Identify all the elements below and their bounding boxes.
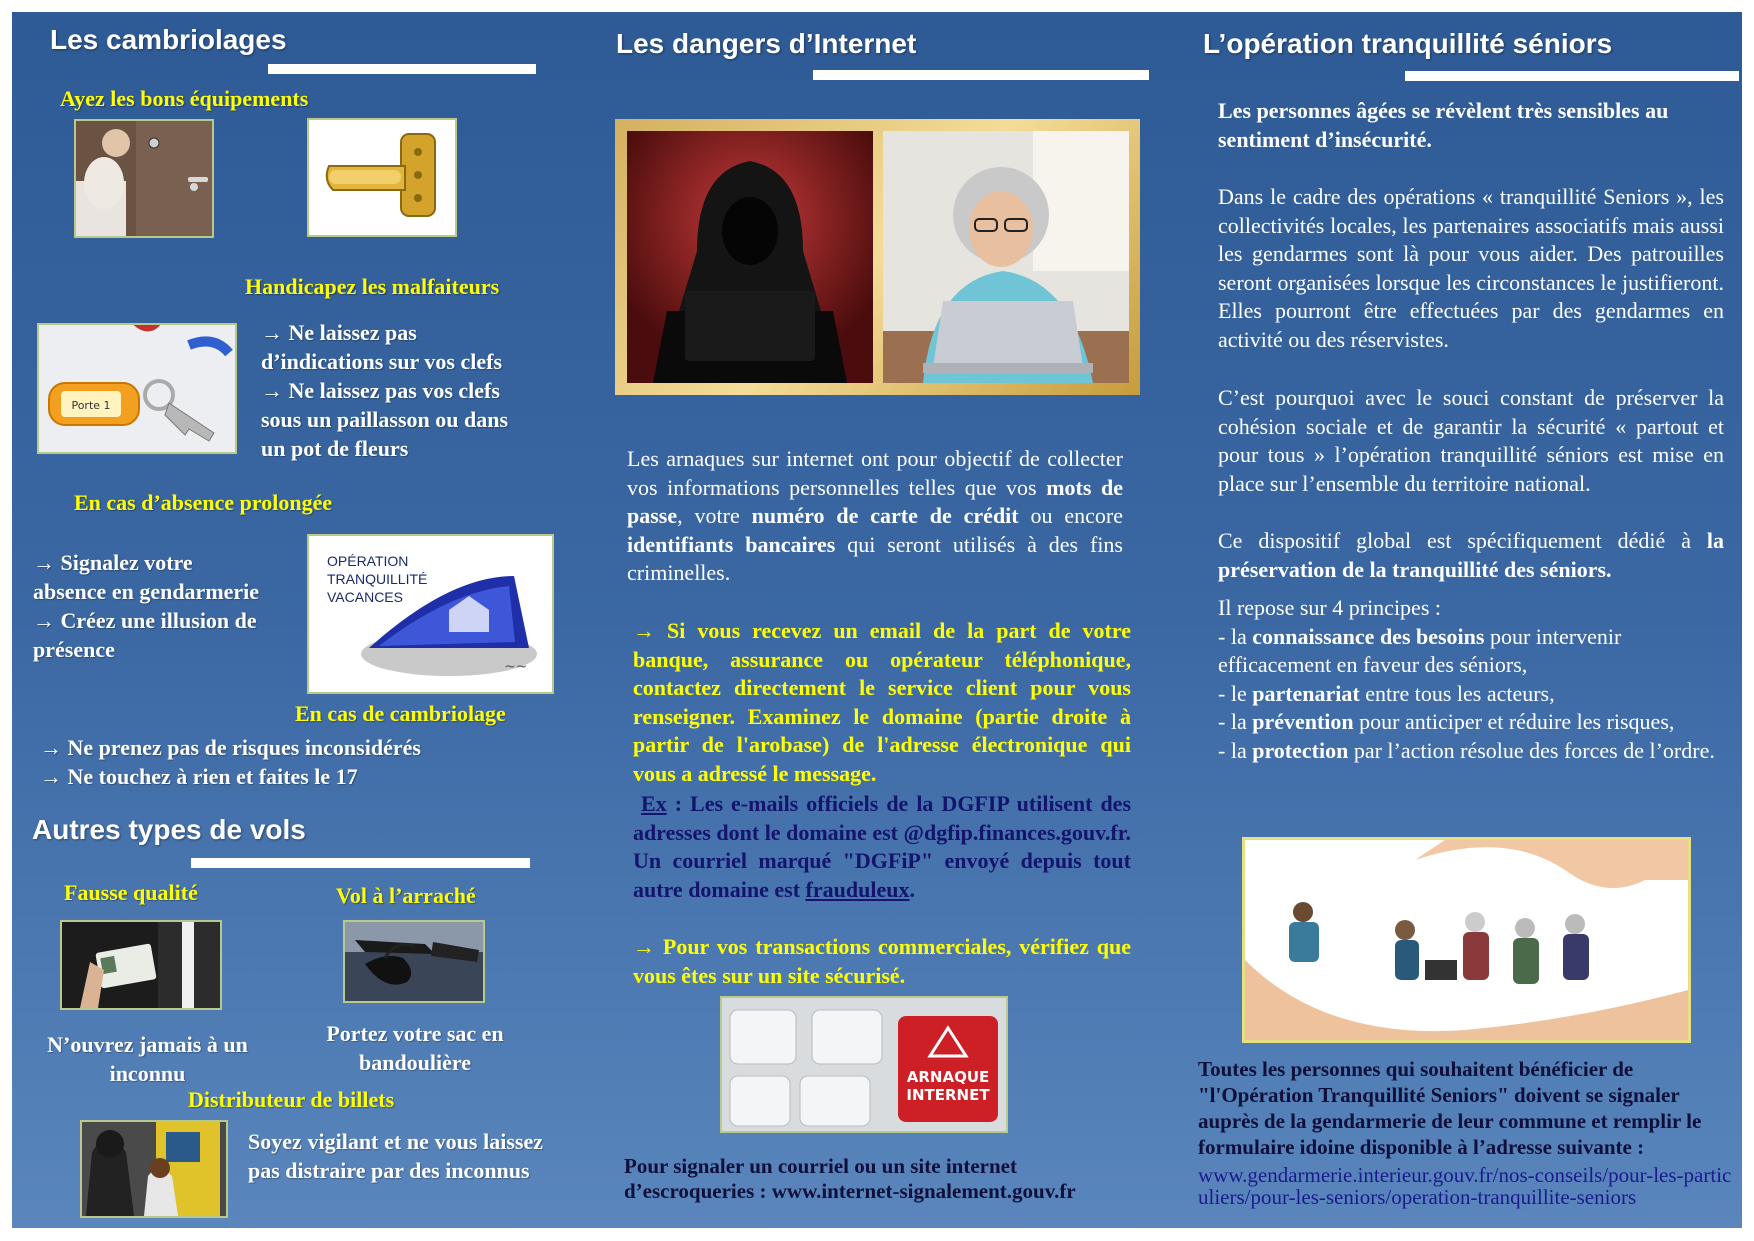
- svg-text:~~: ~~: [504, 659, 528, 675]
- keytag-label: Porte 1: [71, 399, 111, 412]
- section-text-absence: [33, 548, 259, 664]
- section-title-cambriolage: En cas de cambriolage: [295, 701, 506, 726]
- title-underline: [813, 70, 1149, 80]
- text-line: d’indications sur vos clefs: [261, 349, 503, 374]
- otv-line: TRANQUILLITÉ: [327, 571, 428, 587]
- section-title-absence: En cas d’absence prolongée: [74, 490, 333, 515]
- signalement-text: [624, 1154, 1076, 1204]
- keys-image: [37, 323, 237, 454]
- section-text-handicapez: [261, 318, 508, 463]
- text-line: présence: [33, 637, 115, 662]
- text-line: Pour signaler un courriel ou un site internet: [624, 1154, 1017, 1178]
- text-line: → Signalez votre: [33, 550, 193, 575]
- section-title-equipements: Ayez les bons équipements: [60, 86, 309, 111]
- text-line: d’escroqueries : www.internet-signalement.gouv.fr: [624, 1179, 1076, 1203]
- principle-item: - la prévention pour anticiper et réduire les risques,: [1218, 709, 1675, 735]
- seniors-link[interactable]: www.gendarmerie.interieur.gouv.fr/nos-conseils/pour-les-particuliers/pour-les-seniors/operation-tranquillite-seniors: [1198, 1163, 1732, 1209]
- internet-paragraph-dgfip: Ex : Les e-mails officiels de la DGFIP utilisent des adresses dont le domaine est @dgfip.finances.gouv.fr. Un courriel marqué "DGFiP" envoyé depuis tout autre domaine est frauduleux.: [633, 791, 1132, 902]
- seniors-paragraph-1: Dans le cadre des opérations « tranquillité Seniors », les collectivités locales, les partenaires associatifs mais aussi les gendarmes sont là pour vous aider. Des patrouilles seront organisées lorsque les circonstances le justifieront. Elles pourront être effectuées par des gendarmes en activité ou des réservistes.: [1218, 184, 1724, 352]
- internet-paragraph-email: → Si vous recevez un email de la part de votre banque, assurance ou opérateur téléphonique, contactez directement le service client pour vous renseigner. Examinez le domaine (partie droite à partir de l'arobase) de l'adresse électronique qui vous a adressé le message.: [633, 618, 1131, 786]
- text-line: N’ouvrez jamais à un: [47, 1032, 248, 1057]
- title-underline: [1405, 71, 1739, 81]
- arnaque-keyboard-image: [720, 996, 1008, 1133]
- seniors-intro: Les personnes âgées se révèlent très sensibles au sentiment d’insécurité.: [1218, 98, 1669, 152]
- door-chain-image: [307, 118, 457, 237]
- door-lock-image: [74, 119, 214, 238]
- text-line: sous un paillasson ou dans: [261, 407, 509, 432]
- section-title-vol-arrache: Vol à l’arraché: [336, 883, 476, 908]
- atm-image: [80, 1120, 228, 1218]
- internet-paragraph-1: Les arnaques sur internet ont pour objectif de collecter vos informations personnelles telles que vos mots de passe, votre numéro de carte de crédit ou encore identifiants bancaires qui seront utilisés à des fins criminelles.: [627, 446, 1123, 586]
- section-title-distributeur: Distributeur de billets: [188, 1087, 395, 1112]
- text-line: → Créez une illusion de: [33, 608, 257, 633]
- section-title-handicapez: Handicapez les malfaiteurs: [245, 274, 500, 299]
- text-line: absence en gendarmerie: [33, 579, 260, 604]
- bag-snatch-image: [343, 920, 485, 1003]
- title-dangers-internet: Les dangers d’Internet: [616, 28, 917, 59]
- title-autres-vols: Autres types de vols: [32, 814, 306, 845]
- fake-badge-image: [60, 920, 222, 1010]
- principle-item: - le partenariat entre tous les acteurs,: [1218, 680, 1555, 706]
- title-underline: [268, 64, 536, 74]
- title-tranquillite-seniors: L’opération tranquillité séniors: [1203, 28, 1613, 59]
- text-line: → Ne laissez pas vos clefs: [261, 378, 500, 403]
- seniors-principles: [1218, 594, 1724, 766]
- text-line: bandoulière: [358, 1050, 472, 1075]
- section-text-fausse-qualite: [30, 1030, 265, 1088]
- arnaque-label: ARNAQUE: [906, 1068, 990, 1086]
- seniors-paragraph-2: C’est pourquoi avec le souci constant de préserver la cohésion sociale et de garantir la sécurité « partout et pour tous » l’opération tranquillité séniors est mise en place sur l’ensemble du territoire national.: [1218, 385, 1724, 496]
- text-line: Portez votre sac en: [326, 1021, 504, 1046]
- seniors-paragraph-3: Ce dispositif global est spécifiquement dédié à la préservation de la tranquillité des séniors.: [1218, 528, 1724, 582]
- seniors-bottom-text: Toutes les personnes qui souhaitent bénéficier de "l'Opération Tranquillité Seniors" doivent se signaler auprès de la gendarmerie de leur commune et remplir le formulaire idoine disponible à l’adresse suivante :: [1198, 1057, 1702, 1159]
- seniors-hands-image: [1242, 837, 1691, 1043]
- principle-item: - la protection par l’action résolue des forces de l’ordre.: [1218, 737, 1715, 763]
- internet-danger-image: [615, 119, 1140, 395]
- text-line: inconnu: [109, 1061, 186, 1086]
- text-line: → Ne touchez à rien et faites le 17: [40, 764, 358, 789]
- text-line: un pot de fleurs: [261, 436, 409, 461]
- principle-item: - la connaissance des besoins pour intervenir efficacement en faveur des séniors,: [1218, 623, 1622, 678]
- section-text-distributeur: Soyez vigilant et ne vous laissez pas distraire par des inconnus: [248, 1129, 543, 1183]
- section-title-fausse-qualite: Fausse qualité: [64, 880, 198, 905]
- title-underline: [191, 858, 530, 868]
- arnaque-label: INTERNET: [906, 1086, 990, 1104]
- section-text-cambriolage: [40, 733, 421, 791]
- title-cambriolages: Les cambriolages: [50, 24, 287, 55]
- otv-line: VACANCES: [327, 589, 403, 605]
- internet-paragraph-transactions: → Pour vos transactions commerciales, vérifiez que vous êtes sur un site sécurisé.: [633, 934, 1131, 988]
- text-line: → Ne prenez pas de risques inconsidérés: [40, 735, 421, 760]
- text-line: → Ne laissez pas: [261, 320, 417, 345]
- otv-line: OPÉRATION: [327, 553, 409, 569]
- principles-intro: Il repose sur 4 principes :: [1218, 595, 1441, 620]
- section-text-vol-arrache: [305, 1019, 525, 1077]
- otv-logo-image: [307, 534, 554, 694]
